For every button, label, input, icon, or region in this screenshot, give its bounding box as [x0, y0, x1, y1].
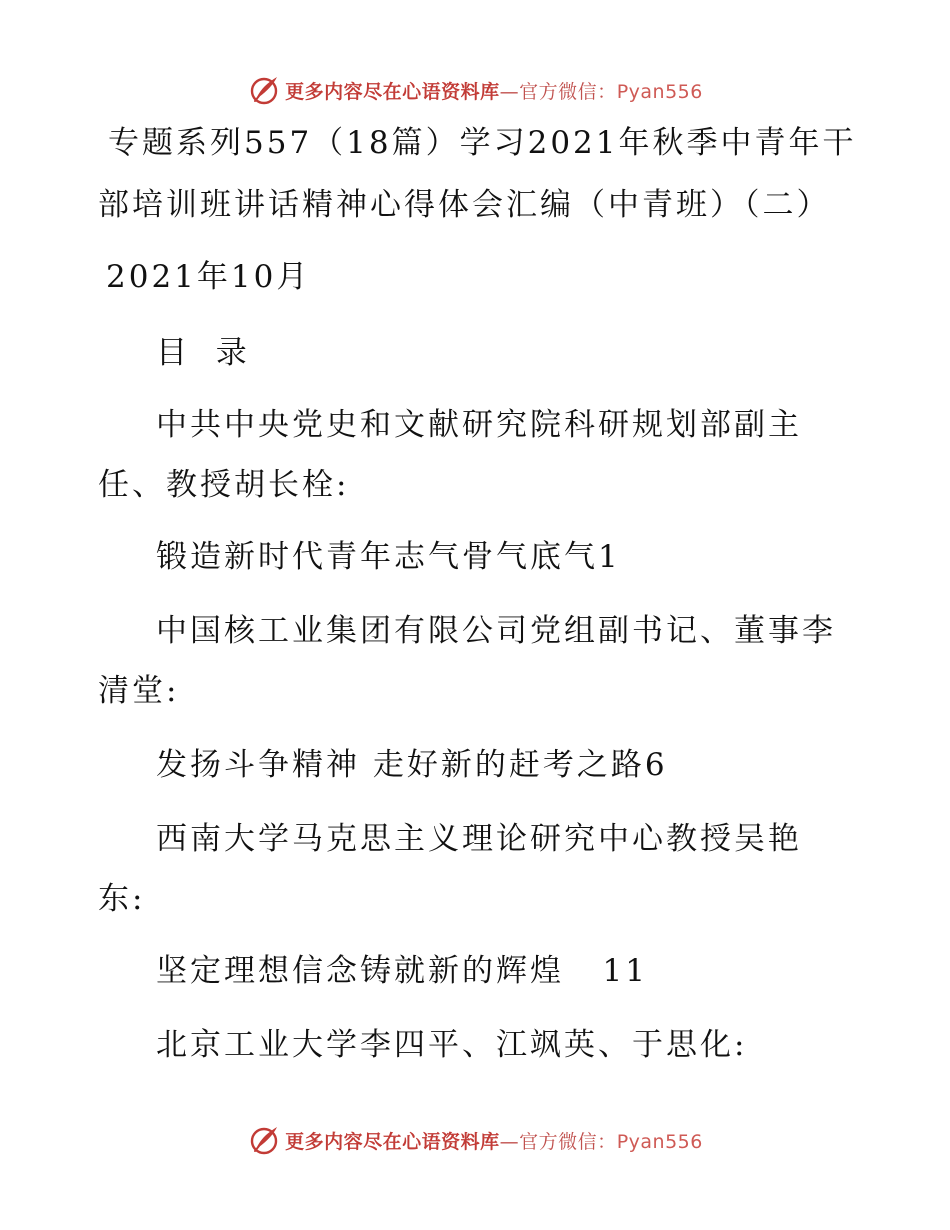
doc-title-line-1: 专题系列557（18篇）学习2021年秋季中青年干: [108, 125, 857, 161]
toc-author-4-line-1: 北京工业大学李四平、江飒英、于思化:: [156, 1027, 748, 1063]
watermark-handle: Pyan556: [616, 80, 703, 103]
toc-author-2-line-1: 中国核工业集团有限公司党组副书记、董事李: [156, 613, 836, 649]
toc-author-1-line-2: 任、教授胡长栓:: [98, 467, 350, 503]
toc-author-2-line-2: 清堂:: [98, 673, 180, 709]
doc-date: 2021年10月: [106, 259, 311, 295]
toc-title-3: 坚定理想信念铸就新的辉煌 11: [156, 953, 649, 989]
doc-title-line-2: 部培训班讲话精神心得体会汇编（中青班）（二）: [98, 187, 831, 223]
footer-watermark: [0, 1120, 950, 1160]
toc-author-1-line-1: 中共中央党史和文献研究院科研规划部副主: [156, 407, 802, 443]
watermark-site: 更多内容尽在心语资料库: [285, 80, 500, 103]
toc-author-3-line-2: 东:: [98, 881, 146, 917]
watermark-wechat-label: 官方微信：: [519, 80, 617, 103]
toc-title-2: 发扬斗争精神 走好新的赶考之路6: [156, 747, 668, 783]
toc-heading: 目 录: [156, 335, 250, 371]
watermark-separator: —: [499, 80, 520, 103]
toc-author-3-line-1: 西南大学马克思主义理论研究中心教授吴艳: [156, 821, 802, 857]
toc-title-1: 锻造新时代青年志气骨气底气1: [156, 539, 621, 575]
watermark-site: 更多内容尽在心语资料库: [285, 1130, 500, 1153]
watermark-wechat-label: 官方微信：: [519, 1130, 617, 1153]
quill-logo-icon: [247, 1123, 281, 1157]
watermark-separator: —: [499, 1130, 520, 1153]
watermark-handle: Pyan556: [616, 1130, 703, 1153]
